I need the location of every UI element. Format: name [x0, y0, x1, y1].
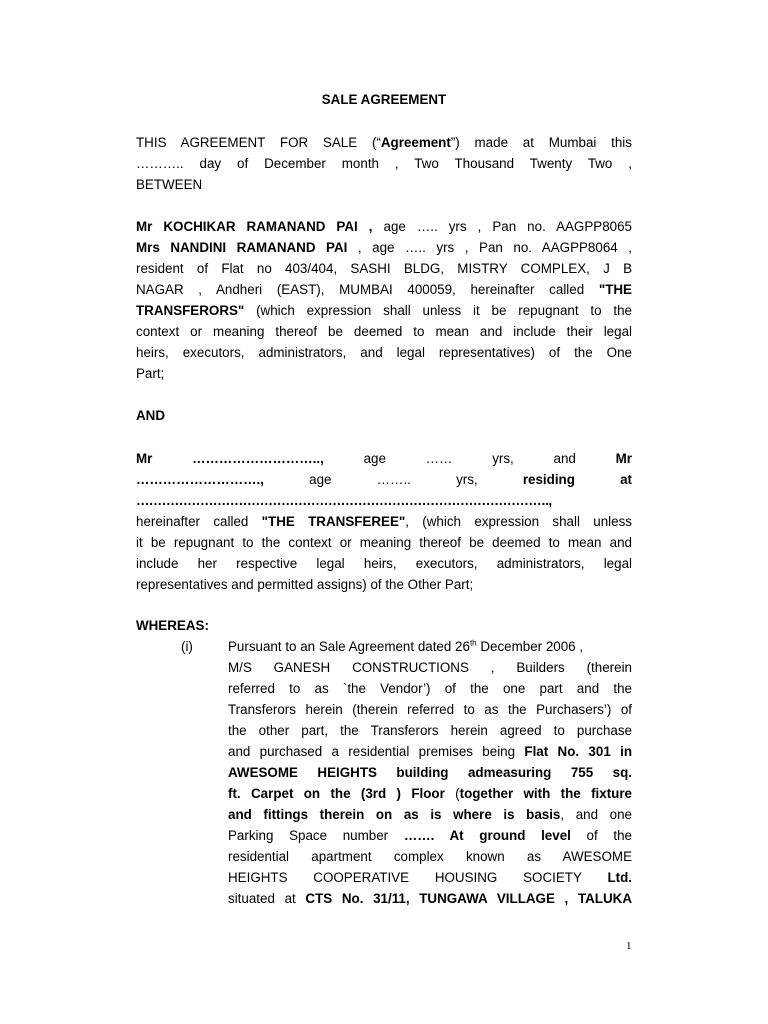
transferee-line-3: …………………………………………………………………………………….,	[136, 493, 552, 508]
transferee-line-6: include her respective legal heirs, executors, administrators, legal	[136, 556, 632, 571]
party-line-6: context or meaning thereof be deemed to mean and include their legal	[136, 324, 632, 339]
and-label: AND	[136, 408, 166, 423]
transferee-line-1: Mr ……………………….., age …… yrs, and Mr	[136, 451, 632, 466]
clause-line-2: M/S GANESH CONSTRUCTIONS , Builders (therein	[228, 660, 632, 675]
transferee-line-4: hereinafter called "THE TRANSFEREE", (which expression shall unless	[136, 514, 632, 529]
whereas-clause-1	[228, 636, 632, 909]
transferee-paragraph	[136, 448, 632, 595]
clause-line-4: Transferors herein (therein referred to as the Purchasers’) of	[228, 702, 632, 717]
party-line-5: TRANSFERORS" (which expression shall unless it be repugnant to the	[136, 303, 632, 318]
clause-line-8: ft. Carpet on the (3rd ) Floor (together with the fixture	[228, 786, 632, 801]
clause-line-7: AWESOME HEIGHTS building admeasuring 755 sq.	[228, 765, 632, 780]
transferee-line-2: ………………………., age …….. yrs, residing at	[136, 472, 632, 487]
clause-line-6: and purchased a residential premises being Flat No. 301 in	[228, 744, 633, 759]
party-line-4: NAGAR , Andheri (EAST), MUMBAI 400059, hereinafter called "THE	[136, 282, 632, 297]
transferee-line-7: representatives and permitted assigns) of the Other Part;	[136, 577, 474, 592]
clause-line-12: HEIGHTS COOPERATIVE HOUSING SOCIETY Ltd.	[228, 870, 632, 885]
whereas-heading: WHEREAS:	[136, 618, 209, 633]
clause-line-10: Parking Space number ……. At ground level of the	[228, 828, 633, 843]
clause-line-5: the other part, the Transferors herein agreed to purchase	[228, 723, 632, 738]
intro-line-2: ……….. day of December month , Two Thousand Twenty Two ,	[136, 156, 632, 171]
clause-line-13: situated at CTS No. 31/11, TUNGAWA VILLAGE , TALUKA	[228, 891, 632, 906]
clause-line-1: Pursuant to an Sale Agreement dated 26th December 2006 ,	[228, 638, 584, 654]
intro-line-1: THIS AGREEMENT FOR SALE (“Agreement”) made at Mumbai this	[136, 135, 632, 150]
clause-line-11: residential apartment complex known as AWESOME	[228, 849, 632, 864]
transferors-paragraph	[136, 216, 632, 384]
clause-line-3: referred to as `the Vendor’) of the one part and the	[228, 681, 632, 696]
clause-number: (i)	[181, 639, 193, 654]
intro-paragraph	[136, 132, 632, 195]
party-line-8: Part;	[136, 366, 165, 381]
party-line-3: resident of Flat no 403/404, SASHI BLDG, MISTRY COMPLEX, J B	[136, 261, 632, 276]
party-line-2: Mrs NANDINI RAMANAND PAI , age ….. yrs , Pan no. AAGPP8064 ,	[136, 240, 632, 255]
document-title: SALE AGREEMENT	[321, 92, 447, 107]
party-line-7: heirs, executors, administrators, and legal representatives) of the One	[136, 345, 632, 360]
page-number: 1	[626, 940, 632, 952]
transferee-line-5: it be repugnant to the context or meaning thereof be deemed to mean and	[136, 535, 632, 550]
clause-line-9: and fittings therein on as is where is basis, and one	[228, 807, 632, 822]
party-line-1: Mr KOCHIKAR RAMANAND PAI , age ….. yrs , Pan no. AAGPP8065	[136, 219, 632, 234]
intro-line-3: BETWEEN	[136, 177, 203, 192]
